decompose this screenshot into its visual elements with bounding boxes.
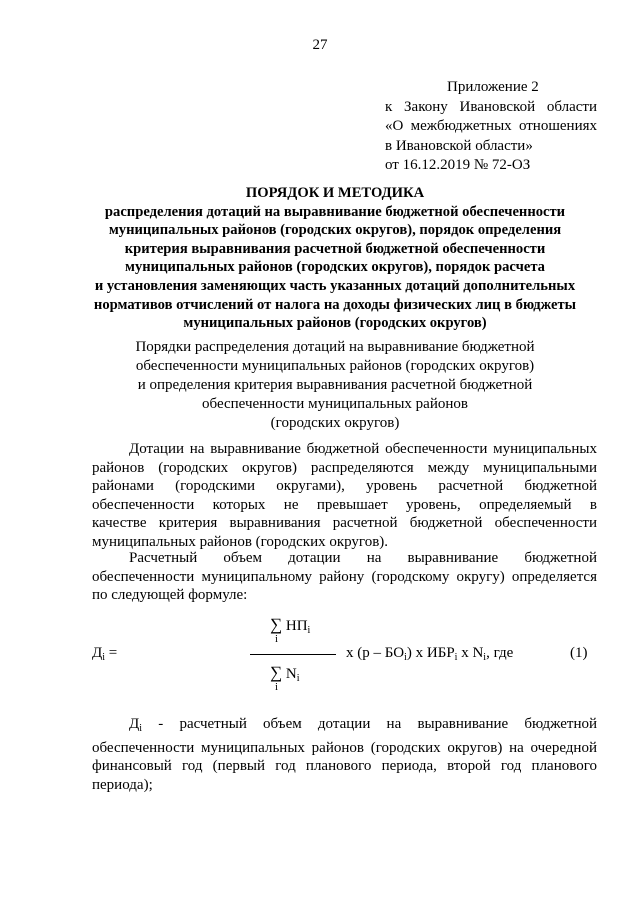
title-line-7: нормативов отчислений от налога на доходы физических лиц в бюджеты [93, 296, 577, 313]
subtitle-line-4: обеспеченности муниципальных районов [202, 396, 468, 412]
definition-line-1 [92, 715, 597, 739]
title-line-2: распределения дотаций на выравнивание бюджетной обеспеченности [104, 203, 566, 220]
title-line-4: критерия выравнивания расчетной бюджетной обеспеченности [124, 240, 546, 257]
paragraph-1-line-5: качестве критерия выравнивания расчетной бюджетной обеспеченности [92, 515, 597, 531]
formula-1 [92, 605, 597, 705]
definition-di [92, 715, 597, 794]
sigma-sign-numerator: ∑ [270, 615, 283, 634]
appendix-line-3: «О межбюджетных отношениях [385, 118, 597, 134]
definition-term: Д [129, 716, 140, 732]
definition-line-1-text: - расчетный объем дотации на выравнивание бюджетной [158, 716, 598, 732]
page-number: 27 [312, 37, 328, 53]
title-line-5: муниципальных районов (городских округов), порядок расчета [125, 259, 545, 276]
paragraph-2-line-3: по следующей формуле: [92, 587, 248, 603]
title-line-1: ПОРЯДОК И МЕТОДИКА [245, 185, 425, 201]
rhs-sub-2: i [454, 652, 458, 663]
appendix-line-5: от 16.12.2019 № 72-ОЗ [385, 157, 531, 173]
paragraph-2-line-2: обеспеченности муниципальному району (городскому округу) определяется [92, 568, 597, 585]
formula-number: (1) [570, 645, 588, 661]
subtitle-line-3: и определения критерия выравнивания расчетной бюджетной [137, 377, 533, 393]
title-line-3: муниципальных районов (городских округов), порядок определения [108, 222, 562, 239]
rhs-part-4: , где [486, 645, 514, 661]
fraction-line [250, 654, 336, 655]
numerator-sum-index: i [275, 633, 279, 645]
formula-lhs [92, 645, 117, 663]
formula-rhs [346, 645, 513, 663]
rhs-part-2: ) x ИБР [406, 645, 455, 661]
paragraph-1-line-4: обеспеченности которых не превышает уровень, определяемый в [92, 496, 597, 513]
paragraph-1 [92, 440, 597, 551]
appendix-header [385, 78, 597, 176]
paragraph-2 [92, 549, 597, 605]
paragraph-2-line-1: Расчетный объем дотации на выравнивание бюджетной [129, 550, 597, 566]
paragraph-1-line-1: Дотации на выравнивание бюджетной обеспеченности муниципальных [129, 441, 597, 457]
definition-line-2: обеспеченности муниципальных районов (городских округов) на очередной [92, 739, 597, 756]
denominator-symbol: N [285, 666, 297, 682]
denominator-sum-index: i [275, 681, 279, 693]
subtitle-line-2: обеспеченности муниципальных районов (городских округов) [135, 358, 535, 374]
rhs-part-1: x (р – БО [346, 645, 405, 661]
subtitle-line-1: Порядки распределения дотаций на выравнивание бюджетной [135, 339, 535, 355]
paragraph-1-line-2: районов (городских округов) распределяются между муниципальными [92, 459, 597, 476]
appendix-line-4: в Ивановской области» [385, 137, 533, 154]
rhs-sub-1: i [404, 652, 407, 663]
paragraph-1-line-6: муниципальных районов (городских округов). [92, 533, 389, 550]
paragraph-1-line-3: районами (городскими округами), уровень расчетной бюджетной [92, 478, 597, 494]
rhs-part-3: x N [457, 645, 484, 661]
lhs-symbol: Д [92, 645, 103, 661]
sigma-sign-denominator: ∑ [270, 663, 283, 682]
definition-term-sub: i [139, 723, 143, 734]
definition-line-4: периода); [92, 776, 153, 793]
section-subtitle [70, 338, 600, 433]
rhs-sub-3: i [483, 652, 487, 663]
document-title [70, 184, 600, 333]
subtitle-line-5: (городских округов) [270, 415, 400, 431]
definition-line-3: финансовый год (первый год планового периода, второй год планового [92, 758, 597, 774]
title-line-6: и установления заменяющих часть указанных дотаций дополнительных [94, 277, 576, 294]
numerator-symbol: НП [285, 618, 308, 634]
denominator-symbol-sub: i [296, 673, 300, 684]
lhs-symbol-sub: i [102, 652, 106, 663]
appendix-line-2: к Закону Ивановской области [385, 98, 597, 115]
title-line-8: муниципальных районов (городских округов) [183, 315, 487, 332]
appendix-line-1: Приложение 2 [447, 79, 539, 95]
equals-sign: = [108, 645, 118, 661]
numerator-symbol-sub: i [307, 625, 311, 636]
